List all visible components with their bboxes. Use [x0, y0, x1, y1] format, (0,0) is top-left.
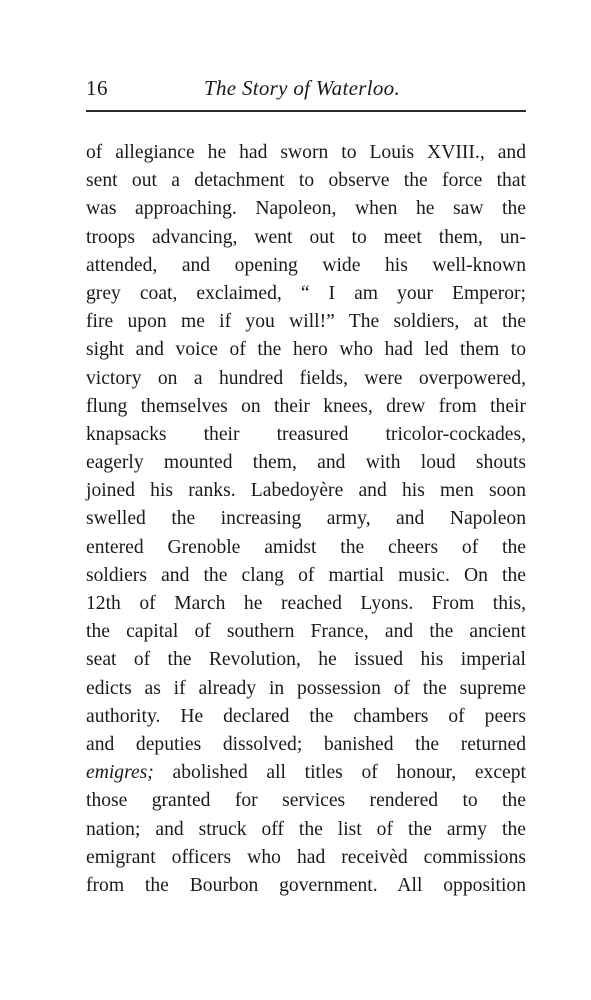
- text-line: 12th of March he reached Lyons. From this,: [86, 593, 526, 614]
- text-line: sent out a detachment to observe the force that: [86, 170, 526, 192]
- text-line: knapsacks their treasured tricolor-cockades,: [86, 423, 526, 445]
- text-line: nation; and struck off the list of the army the: [86, 818, 526, 840]
- text-line: edicts as if already in possession of the supreme: [86, 677, 526, 699]
- text-line: sight and voice of the hero who had led them to: [86, 339, 526, 361]
- text-line: flung themselves on their knees, drew from their: [86, 395, 526, 417]
- text-line: of allegiance he had sworn to Louis XVIII., and: [86, 142, 526, 163]
- text-line: was approaching. Napoleon, when he saw the: [86, 198, 526, 220]
- running-head: [86, 76, 526, 106]
- text-line: those granted for services rendered to the: [86, 790, 526, 812]
- text-line: from the Bourbon government. All opposition: [86, 874, 526, 896]
- text-line: troops advancing, went out to meet them, un-: [86, 226, 526, 248]
- text-line: grey coat, exclaimed, “ I am your Emperor;: [86, 282, 526, 304]
- text-line: entered Grenoble amidst the cheers of the: [86, 536, 526, 558]
- body-text: [86, 139, 526, 900]
- text-line: victory on a hundred fields, were overpowered,: [86, 367, 526, 389]
- text-line: emigrant officers who had receivèd commissions: [86, 846, 526, 868]
- text-line-rest: abolished all titles of honour, except: [153, 762, 526, 784]
- text-line: attended, and opening wide his well-known: [86, 254, 526, 276]
- text-line: joined his ranks. Labedoyère and his men soon: [86, 480, 526, 502]
- text-line: the capital of southern France, and the ancient: [86, 621, 526, 643]
- page-number: 16: [86, 76, 108, 100]
- text-line: fire upon me if you will!” The soldiers, at the: [86, 311, 526, 333]
- italic-word: emigres;: [86, 762, 154, 784]
- text-line: seat of the Revolution, he issued his imperial: [86, 649, 526, 671]
- text-line: and deputies dissolved; banished the returned: [86, 733, 526, 755]
- text-line: soldiers and the clang of martial music. On the: [86, 564, 526, 586]
- text-line: swelled the increasing army, and Napoleon: [86, 508, 526, 530]
- text-line: authority. He declared the chambers of peers: [86, 705, 526, 727]
- text-line: eagerly mounted them, and with loud shouts: [86, 452, 526, 474]
- text-line: [86, 759, 526, 787]
- header-rule: [86, 110, 526, 112]
- running-title: The Story of Waterloo.: [204, 76, 400, 100]
